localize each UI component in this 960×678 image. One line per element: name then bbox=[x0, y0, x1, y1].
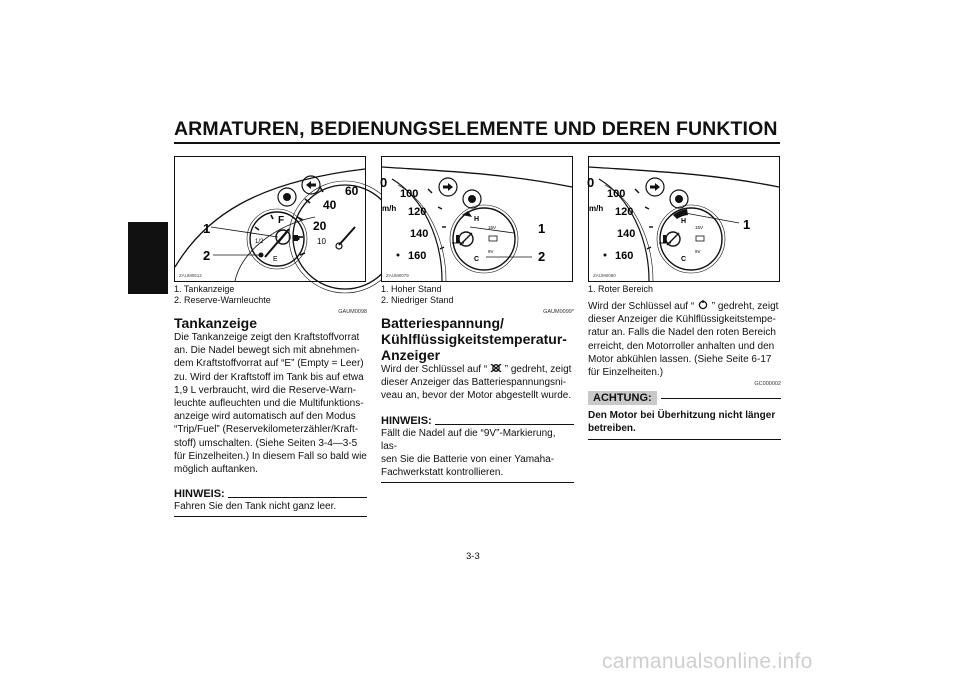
speed-label-160: 160 bbox=[615, 250, 634, 262]
page-title: ARMATUREN, BEDIENUNGSELEMENTE UND DEREN FUNKTION bbox=[174, 118, 778, 140]
note-line-text: Fällt die Nadel auf die “9V”-Markierung, las- bbox=[381, 427, 556, 452]
coolant-red-zone-illustration bbox=[589, 157, 779, 281]
body-line: dem Kraftstoffvorrat auf “E” (Empty = Leer) bbox=[174, 358, 364, 370]
callout-1: 1 bbox=[538, 221, 546, 236]
speed-label-20: 20 bbox=[313, 219, 327, 233]
warning-title: ACHTUNG: bbox=[588, 391, 657, 405]
note-header bbox=[174, 488, 367, 500]
caption-list-fig3 bbox=[588, 284, 653, 295]
speed-label-0: 0 bbox=[380, 175, 388, 190]
figure-coolant-red-zone bbox=[588, 156, 780, 282]
body-line: erreicht, den Motorroller anhalten und den bbox=[588, 340, 775, 352]
note-rule bbox=[228, 497, 367, 498]
body-line: ratur an. Falls die Nadel den roten Bereich bbox=[588, 327, 776, 339]
headlight-icon bbox=[283, 193, 291, 201]
section-body bbox=[381, 363, 574, 403]
fuel-half-label: 1/2 bbox=[255, 239, 264, 245]
body-line: veau an, bevor der Motor abgestellt wurde. bbox=[381, 390, 572, 402]
heading-line: Anzeiger bbox=[381, 347, 441, 363]
note-line-text: Fachwerkstatt kontrollieren. bbox=[381, 467, 504, 479]
fuel-pump-icon bbox=[293, 235, 300, 241]
section-fuel-gauge bbox=[174, 309, 367, 517]
body-line: für Einzelheiten.) In diesem Fall so bald wie bbox=[174, 450, 367, 462]
callout-2: 2 bbox=[538, 249, 546, 264]
caption-item: 1. Roter Bereich bbox=[588, 284, 654, 294]
callout-2: 2 bbox=[203, 248, 211, 263]
key-on-symbol-icon bbox=[697, 300, 709, 310]
speed-label-140: 140 bbox=[410, 228, 429, 240]
section-coolant-temperature bbox=[588, 300, 781, 440]
warning-line: Den Motor bei Überhitzung nicht länger bbox=[588, 410, 776, 422]
figure-fuel-gauge bbox=[174, 156, 366, 282]
battery-icon bbox=[489, 236, 497, 241]
callout-1: 1 bbox=[203, 221, 211, 236]
headlight-icon bbox=[468, 195, 476, 203]
body-line: anzeige wird automatisch auf den Modus bbox=[174, 411, 356, 423]
body-line: möglich auftanken. bbox=[174, 464, 258, 476]
temp-hot-label: H bbox=[681, 218, 687, 225]
note-header bbox=[381, 415, 574, 427]
caption-item: 2. Reserve-Warnleuchte bbox=[174, 294, 271, 305]
section-body bbox=[174, 331, 367, 476]
warning-line: betreiben. bbox=[588, 423, 636, 435]
note-text bbox=[174, 500, 367, 513]
body-line: leuchte aufleuchten und die Multifunktions- bbox=[174, 398, 364, 410]
note-bottom-rule bbox=[381, 482, 574, 483]
turn-signal-icon bbox=[650, 183, 660, 191]
caption-item: 2. Niedriger Stand bbox=[381, 294, 454, 305]
temp-cold-label: C bbox=[681, 256, 687, 263]
body-line: 1,9 L verbraucht, wird die Reserve-Warn- bbox=[174, 384, 357, 396]
body-line: stoff) umschalten. (Siehe Seiten 3-4—3-5 bbox=[174, 437, 358, 449]
volt-9-label: 9V bbox=[488, 249, 494, 254]
caption-item: 1. Tankanzeige bbox=[174, 284, 235, 294]
note-text bbox=[381, 427, 574, 480]
speed-label-100: 100 bbox=[607, 188, 626, 200]
speed-label-60: 60 bbox=[345, 184, 359, 198]
speed-label-160: 160 bbox=[408, 250, 427, 262]
key-off-symbol-icon bbox=[490, 363, 502, 373]
speed-label-140: 140 bbox=[617, 228, 636, 240]
reference-code: GAUM0099* bbox=[543, 309, 574, 315]
figure-code: ZAUM0512 bbox=[179, 273, 202, 278]
section-battery-coolant bbox=[381, 309, 574, 483]
warning-rule bbox=[661, 398, 781, 399]
watermark: carmanualsonline.info bbox=[602, 650, 813, 673]
figure-battery-coolant-gauge bbox=[381, 156, 573, 282]
speed-label-40: 40 bbox=[323, 198, 337, 212]
speed-label-120: 120 bbox=[408, 206, 427, 218]
reference-code: GC000002 bbox=[754, 381, 781, 388]
body-line: Die Tankanzeige zeigt den Kraftstoffvorrat bbox=[174, 332, 360, 343]
section-heading bbox=[381, 315, 574, 363]
body-line: Wird der Schlüssel auf “ ” gedreht, zeigt bbox=[588, 301, 779, 312]
reference-code: GAUM0098 bbox=[338, 309, 367, 315]
speed-unit-label: m/h bbox=[589, 204, 604, 213]
note-title: HINWEIS: bbox=[174, 488, 225, 501]
caption-list-fig1 bbox=[174, 284, 271, 305]
body-line: zu. Wird der Kraftstoff im Tank bis auf etwa bbox=[174, 371, 364, 383]
callout-1: 1 bbox=[743, 217, 751, 232]
fuel-gauge-illustration bbox=[175, 157, 365, 281]
figure-code: ZAUM0079 bbox=[386, 273, 409, 278]
battery-coolant-illustration bbox=[382, 157, 572, 281]
caption-list-fig2 bbox=[381, 284, 454, 305]
volt-15-label: 15V bbox=[488, 225, 497, 230]
volt-9-label: 9V bbox=[695, 249, 701, 254]
body-line: dieser Anzeiger das Batteriespannungsni- bbox=[381, 377, 567, 389]
warning-header bbox=[588, 391, 781, 405]
warning-text bbox=[588, 409, 781, 435]
temp-hot-label: H bbox=[474, 216, 480, 223]
section-heading: Tankanzeige bbox=[174, 315, 257, 331]
figure-code: ZAUM0080 bbox=[593, 273, 616, 278]
body-line: Wird der Schlüssel auf “ ” gedreht, zeigt bbox=[381, 364, 572, 375]
turn-signal-icon bbox=[306, 181, 316, 189]
title-rule bbox=[174, 142, 780, 144]
note-line-text: sen Sie die Batterie von einer Yamaha- bbox=[381, 454, 555, 466]
speed-label-100: 100 bbox=[400, 188, 419, 200]
note-rule bbox=[435, 424, 574, 425]
turn-signal-icon bbox=[443, 183, 453, 191]
chapter-number: 3 bbox=[138, 262, 146, 277]
battery-icon bbox=[696, 236, 704, 241]
chapter-tab bbox=[128, 222, 168, 294]
speed-label-0: 0 bbox=[587, 175, 595, 190]
warning-bottom-rule bbox=[588, 439, 781, 440]
body-line: Motor abkühlen lassen. (Siehe Seite 6-17 bbox=[588, 353, 772, 365]
note-bottom-rule bbox=[174, 516, 367, 517]
section-body bbox=[588, 300, 781, 379]
body-line: an. Die Nadel bewegt sich mit abnehmen- bbox=[174, 345, 360, 357]
fuel-empty-label: E bbox=[273, 256, 278, 263]
heading-line: Kühlflüssigkeitstemperatur- bbox=[381, 331, 567, 347]
temp-cold-label: C bbox=[474, 256, 480, 263]
caption-item: 1. Hoher Stand bbox=[381, 284, 442, 294]
body-line: “Trip/Fuel” (Reservekilometerzähler/Kraft- bbox=[174, 424, 359, 436]
fuel-full-label: F bbox=[278, 215, 285, 226]
speed-unit-label: m/h bbox=[382, 204, 397, 213]
body-line: für Einzelheiten.) bbox=[588, 367, 664, 379]
headlight-icon bbox=[675, 195, 683, 203]
speed-label-120: 120 bbox=[615, 206, 634, 218]
heading-line: Batteriespannung/ bbox=[381, 315, 504, 331]
volt-15-label: 15V bbox=[695, 225, 704, 230]
body-line: dieser Anzeiger die Kühlflüssigkeitstempe- bbox=[588, 314, 776, 326]
note-title: HINWEIS: bbox=[381, 414, 432, 427]
speed-label-10: 10 bbox=[317, 237, 326, 246]
note-line-text: Fahren Sie den Tank nicht ganz leer. bbox=[174, 501, 337, 513]
page-number: 3-3 bbox=[466, 551, 480, 562]
